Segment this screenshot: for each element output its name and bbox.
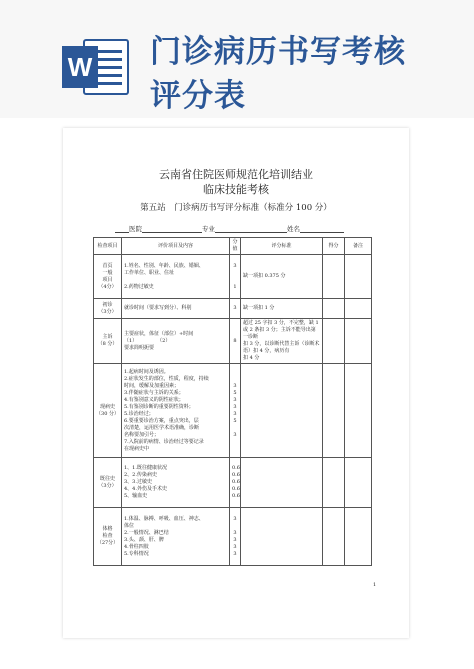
table-row [94, 299, 372, 319]
content-cell: 1.起病时间及诱因。 2.症状发生的部位，性质，程度，持续 时间，缓解及加重因素； 3.伴随症状与主诉的关系； 4.有鉴别意义的阴性症状； 5.有鉴别诊断的重要阴性资料； 5.诊治经过； 6.要重要诊治方案，重点突出，层 次清楚，运用医学术语准确，诊断 名称要加引号； 7.入院前的病情、诊治经过等要记录 在现病史中 [122, 364, 230, 458]
obtained-score-cell[interactable] [323, 458, 345, 508]
table-header-row [94, 238, 372, 255]
column-header: 得分 [323, 238, 345, 255]
content-cell: 1.姓名、性别、年龄、民族、婚姻、 工作单位、职业、住址 2.药物过敏史 [122, 255, 230, 299]
table-row [94, 255, 372, 299]
standard-cell [241, 508, 323, 566]
standard-cell: 超过 25 字扣 3 分，不完整，缺 1 或 2 条扣 3 分；主诉不能导出第一诊断 扣 3 分，以诊断代替主诉（诊断术 语）扣 4 分，病历有 扣 4 分 [241, 319, 323, 364]
standard-cell: 缺一项扣 1 分 [241, 299, 323, 319]
standard-cell [241, 458, 323, 508]
content-cell: 1.体温、脉搏、呼吸、血压、神志、 体位 2.一般情况、淋巴结 3.头、颈、肝、脾 4.骨柱四肢 5.专科情况 [122, 508, 230, 566]
table-row [94, 364, 372, 458]
examinee-info-row [115, 224, 344, 233]
category-cell: 现病史 （30 分） [94, 364, 122, 458]
score-cell: 3 [230, 299, 241, 319]
column-header: 分值 [230, 238, 241, 255]
category-cell: 主诉 （8 分） [94, 319, 122, 364]
scoring-table [93, 237, 372, 566]
remark-cell[interactable] [345, 508, 372, 566]
name-label: 姓名 [287, 225, 300, 233]
obtained-score-cell[interactable] [323, 255, 345, 299]
score-cell: 3 1 [230, 255, 241, 299]
score-cell: 8 [230, 319, 241, 364]
column-header: 评价项目及内容 [122, 238, 230, 255]
document-heading: 云南省住院医师规范化培训结业 [159, 168, 313, 181]
remark-cell[interactable] [345, 364, 372, 458]
obtained-score-cell[interactable] [323, 299, 345, 319]
document-page [63, 128, 409, 638]
table-row [94, 508, 372, 566]
score-cell: 3 3 3 3 3 [230, 508, 241, 566]
content-cell: 就诊时间（要求写到分）、科别 [122, 299, 230, 319]
page-subtitle: 评分表 [150, 78, 246, 114]
document-subheading: 临床技能考核 [203, 183, 269, 196]
obtained-score-cell[interactable] [323, 508, 345, 566]
content-cell: 主要症状，体征（部位）+时间 （1） （2） 要求简明扼要 [122, 319, 230, 364]
remark-cell[interactable] [345, 458, 372, 508]
category-cell: 既往史 （3分） [94, 458, 122, 508]
title-banner [0, 0, 474, 118]
remark-cell[interactable] [345, 299, 372, 319]
svg-text:W: W [67, 52, 93, 82]
standard-cell: 缺一项扣 0.375 分 [241, 255, 323, 299]
category-cell: 初诊 （3分） [94, 299, 122, 319]
table-row [94, 319, 372, 364]
obtained-score-cell[interactable] [323, 319, 345, 364]
obtained-score-cell[interactable] [323, 364, 345, 458]
score-cell: 0.6 0.6 0.6 0.6 0.6 [230, 458, 241, 508]
page-number: 1 [373, 582, 377, 588]
station-title: 第五站 门诊病历书写评分标准（标准分 100 分） [140, 203, 332, 213]
table-row [94, 458, 372, 508]
word-document-icon [62, 38, 130, 96]
specialty-label: 专业 [202, 225, 215, 233]
category-cell: 首页 一般 项目 （4分） [94, 255, 122, 299]
column-header: 检查项目 [94, 238, 122, 255]
content-cell: 1、1.既往健康状况 2、2.传染病史 3、3.过敏史 4、4.外伤及手术史 5、输血史 [122, 458, 230, 508]
column-header: 备注 [345, 238, 372, 255]
standard-cell [241, 364, 323, 458]
category-cell: 体格 检查 （27分） [94, 508, 122, 566]
remark-cell[interactable] [345, 319, 372, 364]
column-header: 评分标准 [241, 238, 323, 255]
hospital-label: 医院 [129, 225, 142, 233]
score-cell: 3 5 3 3 3 5 3 [230, 364, 241, 458]
remark-cell[interactable] [345, 255, 372, 299]
page-title: 门诊病历书写考核 [150, 34, 406, 70]
